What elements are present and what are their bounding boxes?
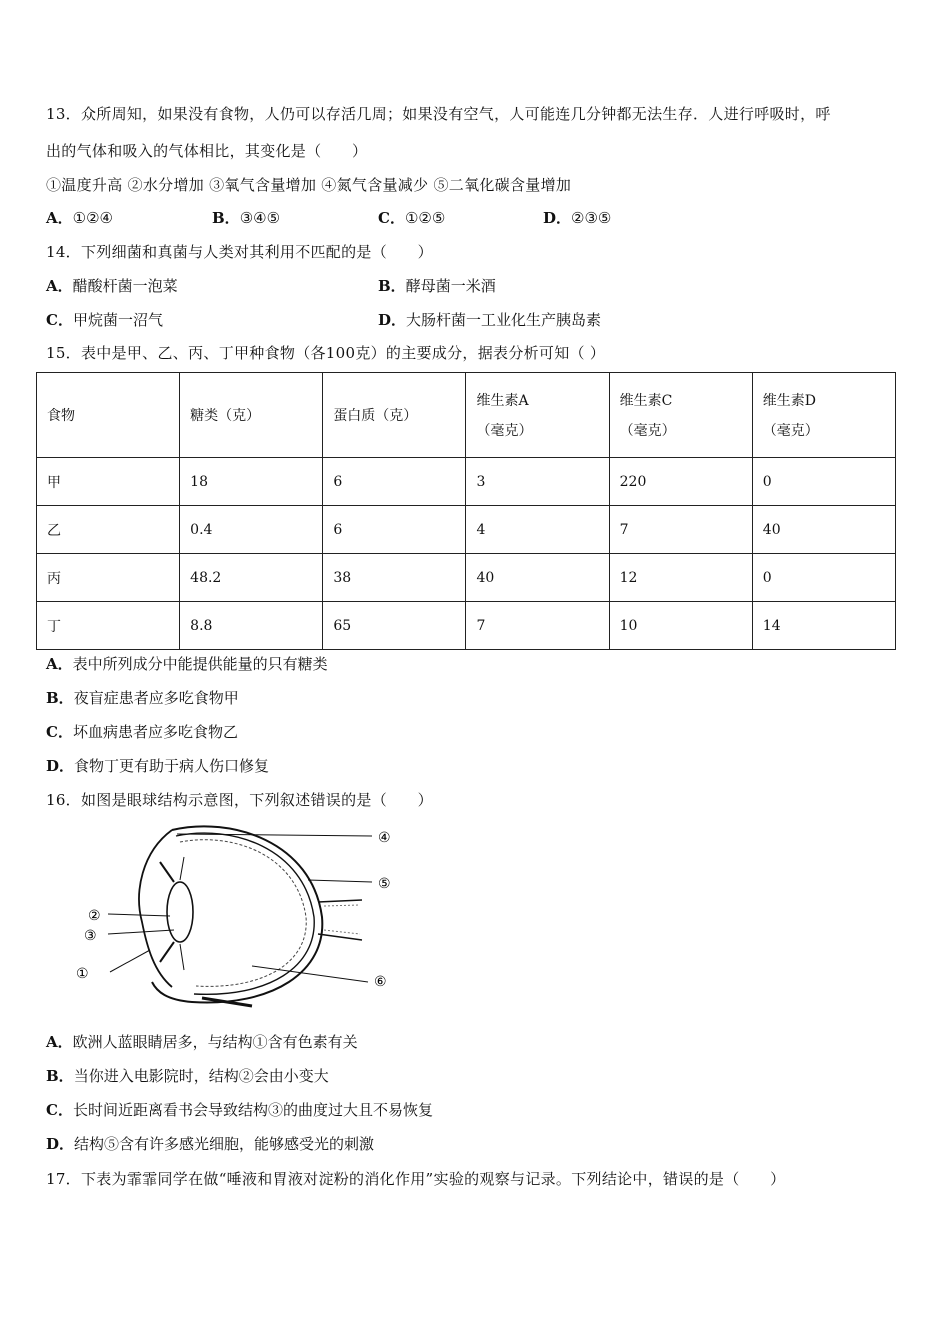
choroid-layer: [176, 833, 314, 994]
leader-line-2: [108, 914, 170, 916]
table-row: [37, 602, 896, 650]
food-nutrition-table: [36, 372, 896, 650]
header-cell: 维生素C （毫克）: [609, 373, 752, 458]
label-6: ⑥: [374, 974, 387, 990]
q14-stem: 14．下列细菌和真菌与人类对其利用不匹配的是（ ）: [46, 243, 433, 261]
q13-option-a[interactable]: [46, 207, 113, 228]
table-row: [37, 506, 896, 554]
option-letter: D．: [543, 209, 572, 227]
q13-items: ①温度升高 ②水分增加 ③氧气含量增加 ④氮气含量减少 ⑤二氧化碳含量增加: [46, 176, 572, 194]
q17-stem: 17．下表为霏霏同学在做“唾液和胃液对淀粉的消化作用”实验的观察与记录。下列结论中，错误的是（ ）: [46, 1170, 786, 1188]
table-cell: 3: [466, 458, 609, 506]
header-cell: 食物: [37, 373, 180, 458]
header-cell: 糖类（克）: [180, 373, 323, 458]
table-cell: 6: [323, 458, 466, 506]
option-letter: C．: [46, 311, 73, 329]
option-text: ③④⑤: [239, 209, 281, 227]
q16-option-a[interactable]: [46, 1031, 358, 1052]
option-text: 酵母菌一米酒: [405, 277, 496, 295]
table-cell: 丙: [37, 554, 180, 602]
table-cell: 6: [323, 506, 466, 554]
q15-option-b[interactable]: [46, 687, 239, 708]
option-letter: B．: [212, 209, 240, 227]
option-letter: C．: [46, 1101, 73, 1119]
option-letter: B．: [378, 277, 406, 295]
table-cell: 0.4: [180, 506, 323, 554]
table-cell: 65: [323, 602, 466, 650]
q13-option-b[interactable]: [212, 207, 280, 228]
lens: [167, 882, 193, 942]
table-cell: 40: [466, 554, 609, 602]
q15-option-a[interactable]: [46, 653, 328, 674]
option-text: 坏血病患者应多吃食物乙: [72, 723, 238, 741]
q14-option-b[interactable]: [378, 275, 496, 296]
table-cell: 48.2: [180, 554, 323, 602]
label-5: ⑤: [378, 876, 391, 892]
table-header-row: [37, 373, 896, 458]
option-letter: D．: [46, 757, 75, 775]
table-cell: 4: [466, 506, 609, 554]
table-cell: 10: [609, 602, 752, 650]
label-2: ②: [88, 908, 101, 924]
option-letter: A．: [46, 277, 73, 295]
table-row: [37, 458, 896, 506]
option-text: 食物丁更有助于病人伤口修复: [74, 757, 270, 775]
option-letter: A．: [46, 1033, 73, 1051]
q13-stem-line2: 出的气体和吸入的气体相比，其变化是（ ）: [46, 142, 368, 160]
option-letter: D．: [46, 1135, 75, 1153]
q16-stem: 16．如图是眼球结构示意图，下列叙述错误的是（ ）: [46, 791, 433, 809]
q13-option-c[interactable]: [378, 207, 445, 228]
table-cell: 8.8: [180, 602, 323, 650]
table-row: [37, 554, 896, 602]
q15-option-d[interactable]: [46, 755, 269, 776]
option-letter: C．: [378, 209, 405, 227]
table-cell: 0: [752, 554, 895, 602]
ciliary-body: [180, 857, 184, 970]
q14-option-c[interactable]: [46, 309, 163, 330]
q15-stem: 15．表中是甲、乙、丙、丁甲种食物（各100克）的主要成分，据表分析可知（ ）: [46, 344, 606, 362]
q16-option-b[interactable]: [46, 1065, 329, 1086]
eyeball-diagram: [72, 822, 402, 1012]
table-cell: 0: [752, 458, 895, 506]
option-letter: D．: [378, 311, 407, 329]
header-cell: 维生素A （毫克）: [466, 373, 609, 458]
table-cell: 丁: [37, 602, 180, 650]
leader-line-3: [108, 930, 174, 934]
table-cell: 甲: [37, 458, 180, 506]
option-letter: A．: [46, 655, 73, 673]
table-cell: 18: [180, 458, 323, 506]
option-letter: C．: [46, 723, 73, 741]
sclera-outline: [152, 826, 322, 1002]
label-4: ④: [378, 830, 391, 846]
option-text: 醋酸杆菌一泡菜: [72, 277, 178, 295]
q16-option-c[interactable]: [46, 1099, 433, 1120]
table-cell: 7: [609, 506, 752, 554]
option-text: 当你进入电影院时，结构②会由小变大: [73, 1067, 329, 1085]
q13-stem-line1: 13．众所周知，如果没有食物，人仍可以存活几周；如果没有空气，人可能连几分钟都无法生存．人进行呼吸时，呼: [46, 105, 831, 123]
retina-layer: [180, 840, 306, 987]
table-cell: 38: [323, 554, 466, 602]
option-text: 长时间近距离看书会导致结构③的曲度过大且不易恢复: [72, 1101, 433, 1119]
header-cell: 蛋白质（克）: [323, 373, 466, 458]
table-cell: 40: [752, 506, 895, 554]
optic-nerve-fibers: [324, 905, 360, 934]
option-text: 欧洲人蓝眼睛居多，与结构①含有色素有关: [72, 1033, 358, 1051]
option-text: 夜盲症患者应多吃食物甲: [73, 689, 239, 707]
option-text: 表中所列成分中能提供能量的只有糖类: [72, 655, 328, 673]
table-cell: 7: [466, 602, 609, 650]
option-text: 大肠杆菌一工业化生产胰岛素: [406, 311, 602, 329]
q16-option-d[interactable]: [46, 1133, 374, 1154]
table-cell: 220: [609, 458, 752, 506]
table-cell: 12: [609, 554, 752, 602]
leader-line-4: [177, 834, 372, 836]
header-cell: 维生素D （毫克）: [752, 373, 895, 458]
option-letter: B．: [46, 1067, 74, 1085]
leader-line-1: [110, 950, 150, 972]
option-text: ①②⑤: [404, 209, 446, 227]
q13-option-d[interactable]: [543, 207, 611, 228]
q15-option-c[interactable]: [46, 721, 238, 742]
label-1: ①: [76, 966, 89, 982]
option-text: ②③⑤: [571, 209, 612, 227]
option-text: 结构⑤含有许多感光细胞，能够感受光的刺激: [74, 1135, 375, 1153]
q14-option-a[interactable]: [46, 275, 178, 296]
option-text: 甲烷菌一沼气: [72, 311, 163, 329]
table-cell: 乙: [37, 506, 180, 554]
q14-option-d[interactable]: [378, 309, 601, 330]
option-letter: A．: [46, 209, 73, 227]
leader-line-5: [308, 880, 372, 882]
option-text: ①②④: [72, 209, 113, 227]
label-3: ③: [84, 928, 97, 944]
option-letter: B．: [46, 689, 74, 707]
table-cell: 14: [752, 602, 895, 650]
